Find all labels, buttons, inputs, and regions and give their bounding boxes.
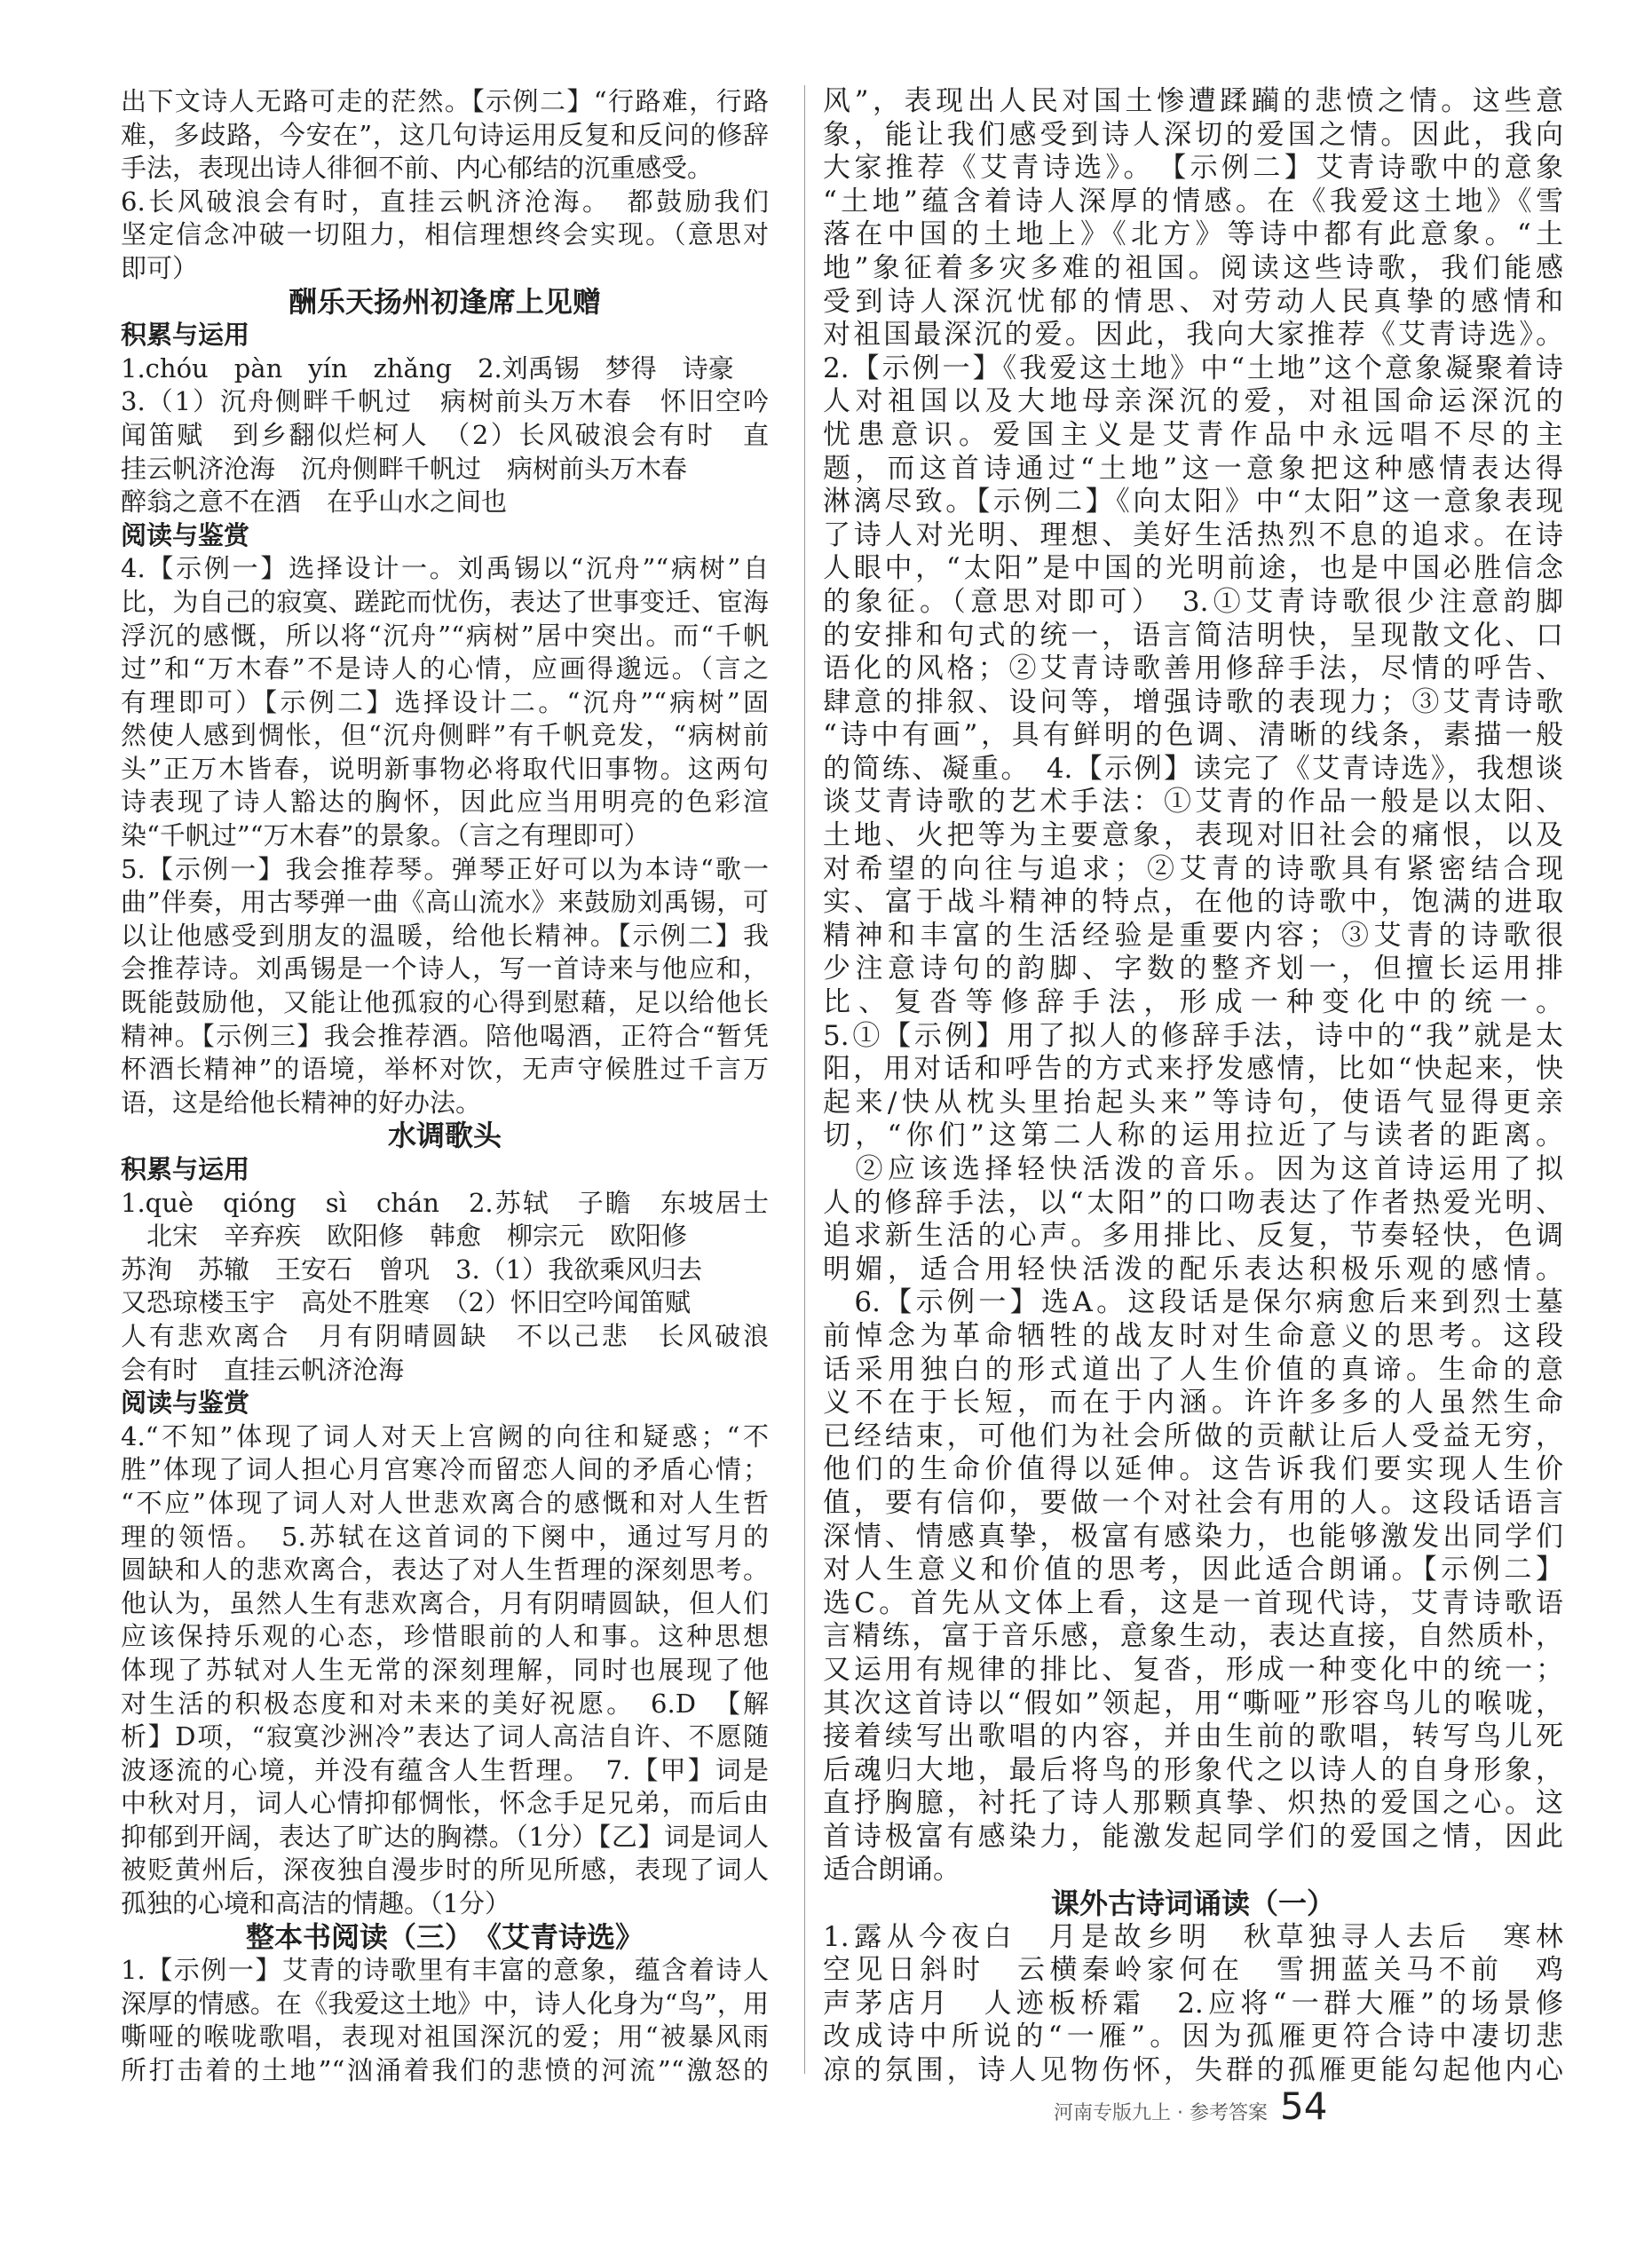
text-line: 深厚的情感。在《我爱这土地》中，诗人化身为“鸟”，用	[121, 1988, 769, 2019]
text-line: 话采用独白的形式道出了人生价值的真谛。生命的意	[823, 1353, 1563, 1386]
text-line: 的安排和句式的统一，语言简洁明快，呈现散文化、口	[823, 619, 1563, 652]
text-line: 浮沉的感慨，所以将“沉舟”“病树”居中突出。而“千帆	[121, 620, 769, 651]
text-line: 土地、火把等为主要意象，表现对旧社会的痛恨，以及	[823, 819, 1563, 852]
subsection-heading: 积累与运用	[121, 320, 250, 351]
column-divider	[804, 85, 805, 2074]
text-line: 孤独的心境和高洁的情趣。（1分）	[121, 1888, 510, 1919]
text-line: 挂云帆济沧海 沉舟侧畔千帆过 病树前头万木春	[121, 453, 688, 484]
text-line: 4.“不知”体现了词人对天上宫阙的向往和疑惑；“不	[121, 1420, 769, 1451]
text-line: 以让他感受到朋友的温暖，给他长精神。【示例二】我	[121, 920, 769, 951]
text-line: 1.què qióng sì chán 2.苏轼 子瞻 东坡居士	[121, 1187, 769, 1218]
text-line: 人有悲欢离合 月有阴晴圆缺 不以己悲 长风破浪	[121, 1320, 769, 1351]
text-line: 曲”伴奏，用古琴弹一曲《高山流水》来鼓励刘禹锡，可	[121, 887, 769, 918]
text-line: 深情、情感真挚，极富有感染力，也能够激发出同学们	[823, 1520, 1563, 1553]
text-line: 坚定信念冲破一切阻力，相信理想终会实现。（意思对	[121, 219, 769, 250]
text-line: 象，能让我们感受到诗人深切的爱国之情。因此，我向	[823, 118, 1563, 151]
subsection-heading: 阅读与鉴赏	[121, 1388, 250, 1419]
text-line: 中秋对月，词人心情抑郁惆怅，怀念手足兄弟，而后由	[121, 1788, 769, 1819]
text-line: 闻笛赋 到乡翻似烂柯人 （2）长风破浪会有时 直	[121, 419, 769, 450]
text-line: 适合朗诵。	[823, 1854, 960, 1886]
text-line: 大家推荐《艾青诗选》。 【示例二】艾青诗歌中的意象	[823, 152, 1563, 185]
text-line: 凉的氛围，诗人见物伤怀，失群的孤雁更能勾起他内心	[823, 2054, 1563, 2087]
text-line: 又恐琼楼玉宇 高处不胜寒 （2）怀旧空吟闻笛赋	[121, 1287, 691, 1318]
text-line: 言精练，富于音乐感，意象生动，表达直接，自然质朴，	[823, 1620, 1563, 1653]
text-line: 比，为自己的寂寞、蹉跎而忧伤，表达了世事变迁、宦海	[121, 586, 769, 617]
text-line: 受到诗人深沉忧郁的情思、对劳动人民真挚的感情和	[823, 285, 1563, 318]
section-title: 整本书阅读（三） 《艾青诗选》	[245, 1919, 644, 1954]
text-line: 淋漓尽致。【示例二】《向太阳》中“太阳”这一意象表现	[823, 486, 1563, 518]
text-line: 少注意诗句的韵脚、字数的整齐划一，但擅长运用排	[823, 953, 1563, 985]
text-line: 被贬黄州后，深夜独自漫步时的所见所感，表现了词人	[121, 1855, 769, 1886]
text-line: 1.【示例一】艾青的诗歌里有丰富的意象，蕴含着诗人	[121, 1955, 769, 1986]
text-line: 杯酒长精神”的语境，举杯对饮，无声守候胜过千言万	[121, 1054, 769, 1085]
text-line: 难，多歧路，今安在”，这几句诗运用反复和反问的修辞	[121, 119, 769, 150]
text-line: 胜”体现了词人担心月宫寒冷而留恋人间的矛盾心情；	[121, 1454, 769, 1485]
text-line: 会有时 直挂云帆济沧海	[121, 1354, 405, 1385]
text-line: 他认为，虽然人生有悲欢离合，月有阴晴圆缺，但人们	[121, 1587, 769, 1618]
section-title: 水调歌头	[387, 1119, 502, 1153]
text-line: 过”和“万木春”不是诗人的心情，应画得邈远。（言之	[121, 653, 769, 684]
text-line: 波逐流的心境，并没有蕴含人生哲理。 7.【甲】词是	[121, 1754, 769, 1785]
text-line: 应该保持乐观的心态，珍惜眼前的人和事。这种思想	[121, 1621, 769, 1652]
text-line: 首诗极富有感染力，能激发起同学们的爱国之情，因此	[823, 1820, 1563, 1853]
text-line: 对祖国最深沉的爱。因此，我向大家推荐《艾青诗选》。	[823, 319, 1563, 352]
text-line: 直抒胸臆，衬托了诗人那颗真挚、炽热的爱国之心。这	[823, 1787, 1563, 1820]
text-line: 的简练、凝重。 4.【示例】读完了《艾青诗选》，我想谈	[823, 752, 1563, 785]
text-line: 会推荐诗。刘禹锡是一个诗人，写一首诗来与他应和，	[121, 953, 769, 985]
text-line: 空见日斜时 云横秦岭家何在 雪拥蓝关马不前 鸡	[823, 1954, 1563, 1987]
text-line: 他们的生命价值得以延伸。这告诉我们要实现人生价	[823, 1453, 1563, 1486]
text-line: 比、复沓等修辞手法，形成一种变化中的统一。	[823, 986, 1563, 1019]
text-line: 阳，用对话和呼告的方式来抒发感情，比如“快起来，快	[823, 1053, 1563, 1086]
text-line: 6.【示例一】选A。这段话是保尔病愈后来到烈士墓	[823, 1286, 1563, 1319]
text-line: 改成诗中所说的“一雁”。因为孤雁更符合诗中凄切悲	[823, 2021, 1563, 2053]
text-line: 5.①【示例】用了拟人的修辞手法，诗中的“我”就是太	[823, 1019, 1563, 1052]
text-line: 题，而这首诗通过“土地”这一意象把这种感情表达得	[823, 452, 1563, 485]
text-line: 对生活的积极态度和对未来的美好祝愿。 6.D 【解	[121, 1688, 769, 1719]
text-line: 明媚，适合用轻快活泼的配乐表达积极乐观的感情。	[823, 1253, 1563, 1285]
text-line: 风”，表现出人民对国土惨遭蹂躏的悲愤之情。这些意	[823, 85, 1563, 117]
text-line: 析】D项，“寂寞沙洲冷”表达了词人高洁自许、不愿随	[121, 1721, 769, 1752]
subsection-heading: 积累与运用	[121, 1154, 250, 1184]
text-line: 语，这是给他长精神的好办法。	[121, 1087, 482, 1118]
text-line: 了诗人对光明、理想、美好生活热烈不息的追求。在诗	[823, 518, 1563, 551]
footer-label: 河南专版九上 · 参考答案	[1054, 2102, 1268, 2124]
text-line: 前悼念为革命牺牲的战友时对生命意义的思考。这段	[823, 1319, 1563, 1352]
text-line: 人的修辞手法，以“太阳”的口吻表达了作者热爱光明、	[823, 1186, 1563, 1219]
text-line: 既能鼓励他，又能让他孤寂的心得到慰藉，足以给他长	[121, 987, 769, 1018]
text-line: 1.露从今夜白 月是故乡明 秋草独寻人去后 寒林	[823, 1920, 1563, 1953]
text-line: 精神和丰富的生活经验是重要内容；③艾青的诗歌很	[823, 919, 1563, 952]
text-line: 肆意的排叙、设问等，增强诗歌的表现力；③艾青诗歌	[823, 685, 1563, 718]
text-line: 嘶哑的喉咙歌唱，表现对祖国深沉的爱；用“被暴风雨	[121, 2021, 769, 2052]
text-line: 值，要有信仰，要做一个对社会有用的人。这段话语言	[823, 1486, 1563, 1519]
text-line: 已经结束，可他们为社会所做的贡献让后人受益无穷，	[823, 1420, 1563, 1452]
text-line: 实、富于战斗精神的特点，在他的诗歌中，饱满的进取	[823, 886, 1563, 919]
text-line: 忧患意识。爱国主义是艾青作品中永远唱不尽的主	[823, 418, 1563, 451]
text-line: 5.【示例一】我会推荐琴。弹琴正好可以为本诗“歌一	[121, 853, 769, 884]
text-line: 然使人感到惆怅，但“沉舟侧畔”有千帆竞发，“病树前	[121, 720, 769, 751]
subsection-heading: 阅读与鉴赏	[121, 519, 250, 550]
text-line: “不应”体现了词人对人世悲欢离合的感慨和对人生哲	[121, 1487, 769, 1518]
right-column	[823, 85, 1563, 2088]
text-line: 手法，表现出诗人徘徊不前、内心郁结的沉重感受。	[121, 153, 714, 184]
text-line: 醉翁之意不在酒 在乎山水之间也	[121, 486, 508, 518]
text-line: 圆缺和人的悲欢离合，表达了对人生哲理的深刻思考。	[121, 1554, 769, 1586]
text-line: “土地”蕴含着诗人深厚的情感。在《我爱这土地》《雪	[823, 185, 1563, 217]
text-line: 后魂归大地，最后将鸟的形象代之以诗人的自身形象，	[823, 1753, 1563, 1786]
text-line: 4.【示例一】选择设计一。刘禹锡以“沉舟”“病树”自	[121, 553, 769, 584]
text-line: ②应该选择轻快活泼的音乐。因为这首诗运用了拟	[823, 1153, 1563, 1185]
text-line: 对人生意义和价值的思考，因此适合朗诵。【示例二】	[823, 1554, 1563, 1586]
text-line: 即可）	[121, 252, 199, 283]
left-column	[121, 85, 769, 2088]
text-line: 对希望的向往与追求；②艾青的诗歌具有紧密结合现	[823, 852, 1563, 885]
text-line: “诗中有画”，具有鲜明的色调、清晰的线条，素描一般	[823, 719, 1563, 752]
text-line: 其次这首诗以“假如”领起，用“嘶哑”形容鸟儿的喉咙，	[823, 1687, 1563, 1720]
page-footer	[1054, 2084, 1328, 2128]
text-line: 追求新生活的心声。多用排比、反复，节奏轻快，色调	[823, 1220, 1563, 1253]
text-line: 声茅店月 人迹板桥霜 2.应将“一群大雁”的场景修	[823, 1987, 1563, 2020]
text-line: 义不在于长短，而在于内涵。许许多多的人虽然生命	[823, 1387, 1563, 1420]
text-line: 人眼中，“太阳”是中国的光明前途，也是中国必胜信念	[823, 552, 1563, 585]
text-line: 落在中国的土地上》《北方》等诗中都有此意象。“土	[823, 218, 1563, 251]
text-line: 头”正万木皆春，说明新事物必将取代旧事物。这两句	[121, 753, 769, 784]
text-line: 染“千帆过”“万木春”的景象。（言之有理即可）	[121, 820, 650, 851]
text-line: 谈艾青诗歌的艺术手法：①艾青的作品一般是以太阳、	[823, 786, 1563, 819]
text-line: 有理即可）【示例二】选择设计二。“沉舟”“病树”固	[121, 686, 769, 717]
text-line: 体现了苏轼对人生无常的深刻理解，同时也展现了他	[121, 1654, 769, 1685]
text-line: 语化的风格；②艾青诗歌善用修辞手法，尽情的呼告、	[823, 652, 1563, 685]
text-line: 起来/快从枕头里抬起头来”等诗句，使语气显得更亲	[823, 1086, 1563, 1119]
text-line: 又运用有规律的排比、复沓，形成一种变化中的统一；	[823, 1653, 1563, 1686]
section-title: 课外古诗词诵读（一）	[1050, 1886, 1335, 1921]
text-line: 选C。首先从文体上看，这是一首现代诗，艾青诗歌语	[823, 1586, 1563, 1619]
text-line: 诗表现了诗人豁达的胸怀，因此应当用明亮的色彩渲	[121, 787, 769, 818]
text-line: 理的领悟。 5.苏轼在这首词的下阕中，通过写月的	[121, 1521, 769, 1552]
text-line: 所打击着的土地”“汹涌着我们的悲愤的河流”“激怒的	[121, 2055, 769, 2086]
text-line: 北宋 辛弃疾 欧阳修 韩愈 柳宗元 欧阳修	[121, 1221, 688, 1252]
text-line: 3.（1）沉舟侧畔千帆过 病树前头万木春 怀旧空吟	[121, 386, 769, 417]
text-line: 人对祖国以及大地母亲深沉的爱，对祖国命运深沉的	[823, 385, 1563, 418]
text-line: 接着续写出歌唱的内容，并由生前的歌唱，转写鸟儿死	[823, 1720, 1563, 1753]
text-line: 抑郁到开阔，表达了旷达的胸襟。（1分）【乙】词是词人	[121, 1821, 769, 1852]
text-line: 精神。【示例三】我会推荐酒。陪他喝酒，正符合“暂凭	[121, 1020, 769, 1051]
text-line: 切，“你们”这第二人称的运用拉近了与读者的距离。	[823, 1119, 1563, 1152]
text-line: 的象征。（意思对即可） 3.①艾青诗歌很少注意韵脚	[823, 585, 1563, 618]
text-line: 2.【示例一】《我爱这土地》中“土地”这个意象凝聚着诗	[823, 352, 1563, 384]
page-number: 54	[1279, 2084, 1328, 2128]
section-title: 酬乐天扬州初逢席上见赠	[288, 284, 601, 319]
text-line: 6.长风破浪会有时，直挂云帆济沧海。 都鼓励我们	[121, 186, 769, 217]
text-line: 苏洵 苏辙 王安石 曾巩 3.（1）我欲乘风归去	[121, 1253, 703, 1285]
text-line: 出下文诗人无路可走的茫然。【示例二】“行路难，行路	[121, 86, 769, 116]
text-line: 1.chóu pàn yín zhǎng 2.刘禹锡 梦得 诗豪	[121, 352, 734, 384]
text-line: 地”象征着多灾多难的祖国。阅读这些诗歌，我们能感	[823, 251, 1563, 284]
